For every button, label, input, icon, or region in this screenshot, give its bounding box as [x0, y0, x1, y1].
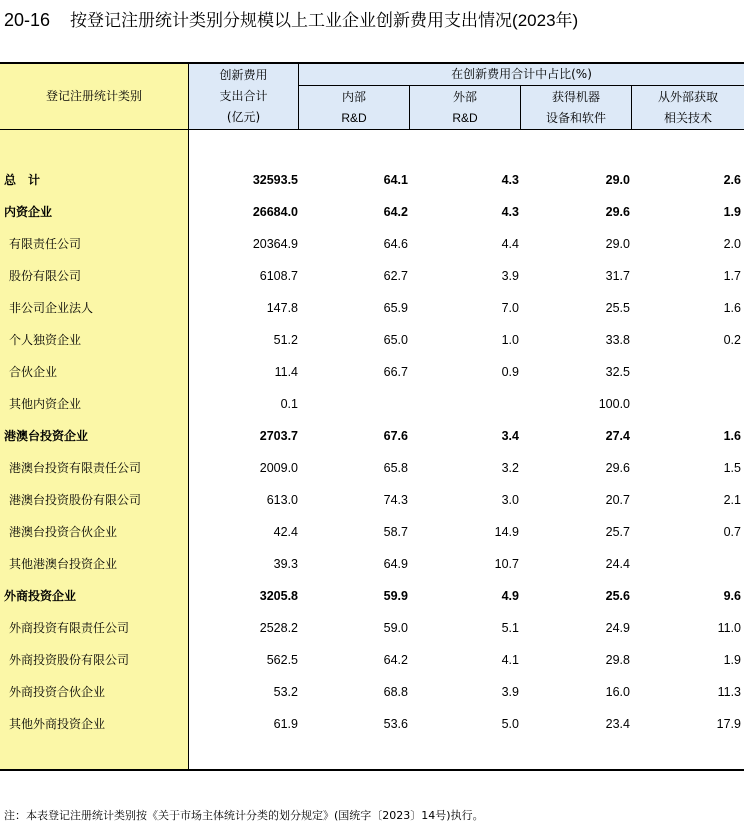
header-category — [0, 86, 188, 107]
header-tech-line1: 从外部获取 — [657, 90, 718, 104]
header-total-line1: 创新费用 — [219, 68, 268, 82]
cell-external-tech: 2.6 — [723, 173, 741, 187]
row-label: 外商投资有限责任公司 — [9, 621, 130, 635]
cell-external-rd: 3.9 — [501, 269, 519, 283]
cell-machinery: 33.8 — [605, 333, 630, 347]
cell-total: 2009.0 — [259, 461, 298, 475]
cell-total: 32593.5 — [252, 173, 298, 187]
table-row — [0, 162, 744, 194]
cell-external-rd: 3.2 — [501, 461, 519, 475]
cell-external-rd: 10.7 — [494, 557, 519, 571]
cell-external-tech: 1.7 — [723, 269, 741, 283]
cell-internal-rd: 65.8 — [383, 461, 408, 475]
cell-machinery: 100.0 — [598, 397, 630, 411]
header-share-group — [299, 64, 744, 85]
cell-external-tech: 1.9 — [723, 205, 741, 219]
row-label: 合伙企业 — [9, 365, 58, 379]
cell-external-tech: 2.1 — [723, 493, 741, 507]
row-label: 港澳台投资股份有限公司 — [9, 493, 142, 507]
cell-external-tech: 11.0 — [717, 621, 741, 635]
header-external-line2: R&D — [452, 111, 478, 125]
cell-total: 613.0 — [266, 493, 298, 507]
cell-machinery: 25.5 — [605, 301, 630, 315]
cell-external-rd: 4.3 — [501, 173, 519, 187]
cell-total: 20364.9 — [252, 237, 298, 251]
cell-machinery: 25.6 — [605, 589, 630, 603]
header-total-line2: 支出合计 — [219, 89, 268, 103]
row-label: 总 计 — [4, 173, 41, 187]
cell-external-rd: 5.1 — [501, 621, 519, 635]
cell-external-tech: 0.7 — [723, 525, 741, 539]
table-row — [0, 642, 744, 674]
cell-total: 42.4 — [273, 525, 298, 539]
cell-external-rd: 1.0 — [501, 333, 519, 347]
table-row — [0, 482, 744, 514]
cell-total: 51.2 — [273, 333, 298, 347]
cell-external-rd: 0.9 — [501, 365, 519, 379]
row-label: 其他内资企业 — [9, 397, 82, 411]
table-number: 20-16 — [4, 10, 51, 30]
cell-machinery: 32.5 — [605, 365, 630, 379]
row-label: 有限责任公司 — [9, 237, 82, 251]
cell-total: 6108.7 — [259, 269, 298, 283]
cell-external-rd: 4.9 — [501, 589, 519, 603]
row-label: 外商投资合伙企业 — [9, 685, 106, 699]
cell-machinery: 29.8 — [605, 653, 630, 667]
cell-machinery: 20.7 — [605, 493, 630, 507]
cell-total: 0.1 — [280, 397, 298, 411]
table-title-year: (2023年) — [512, 11, 579, 30]
table-row — [0, 386, 744, 418]
header-internal-rd — [299, 87, 409, 129]
table-row — [0, 322, 744, 354]
cell-machinery: 29.0 — [605, 237, 630, 251]
subheader-rule — [298, 85, 744, 86]
row-label: 港澳台投资企业 — [4, 429, 89, 443]
header-total — [189, 65, 298, 128]
cell-internal-rd: 64.6 — [383, 237, 408, 251]
cell-machinery: 23.4 — [605, 717, 630, 731]
cell-external-rd: 4.3 — [501, 205, 519, 219]
cell-internal-rd: 59.9 — [383, 589, 408, 603]
cell-internal-rd: 64.2 — [383, 205, 408, 219]
cell-total: 11.4 — [274, 365, 298, 379]
header-machinery-line1: 获得机器 — [551, 90, 600, 104]
table-row — [0, 194, 744, 226]
cell-internal-rd: 65.0 — [383, 333, 408, 347]
cell-internal-rd: 64.2 — [383, 653, 408, 667]
table-row — [0, 450, 744, 482]
row-label: 外商投资企业 — [4, 589, 77, 603]
cell-internal-rd: 74.3 — [383, 493, 408, 507]
cell-external-tech: 11.3 — [717, 685, 741, 699]
cell-total: 3205.8 — [259, 589, 298, 603]
row-label: 其他外商投资企业 — [9, 717, 106, 731]
header-external-tech — [632, 87, 744, 129]
cell-external-rd: 3.9 — [501, 685, 519, 699]
table-footnote: 注：本表登记注册统计类别按《关于市场主体统计分类的划分规定》(国统字〔2023〕14号)执行。 — [4, 809, 484, 822]
cell-external-rd: 4.4 — [501, 237, 519, 251]
header-external-line1: 外部 — [452, 90, 477, 104]
table-row — [0, 514, 744, 546]
cell-external-tech: 17.9 — [716, 717, 741, 731]
table-title-text: 按登记注册统计类别分规模以上工业企业创新费用支出情况 — [70, 11, 513, 31]
header-internal-line1: 内部 — [341, 90, 366, 104]
header-bottom-rule — [0, 129, 744, 130]
cell-external-tech: 9.6 — [723, 589, 741, 603]
header-tech-line2: 相关技术 — [663, 111, 712, 125]
row-label: 港澳台投资有限责任公司 — [9, 461, 142, 475]
cell-total: 2703.7 — [259, 429, 298, 443]
cell-total: 26684.0 — [252, 205, 298, 219]
cell-internal-rd: 68.8 — [383, 685, 408, 699]
cell-external-rd: 7.0 — [501, 301, 519, 315]
cell-machinery: 25.7 — [605, 525, 630, 539]
cell-machinery: 16.0 — [605, 685, 630, 699]
cell-machinery: 31.7 — [605, 269, 630, 283]
cell-total: 562.5 — [266, 653, 298, 667]
row-label: 股份有限公司 — [9, 269, 82, 283]
cell-machinery: 27.4 — [605, 429, 630, 443]
cell-internal-rd: 67.6 — [383, 429, 408, 443]
cell-internal-rd: 58.7 — [383, 525, 408, 539]
table-row — [0, 546, 744, 578]
table-row — [0, 610, 744, 642]
cell-total: 61.9 — [273, 717, 298, 731]
table-row — [0, 706, 744, 738]
cell-total: 2528.2 — [259, 621, 298, 635]
table-row — [0, 674, 744, 706]
cell-external-tech: 1.5 — [723, 461, 741, 475]
row-label: 港澳台投资合伙企业 — [9, 525, 118, 539]
header-machinery — [521, 87, 631, 129]
cell-external-tech: 1.6 — [723, 301, 741, 315]
cell-external-rd: 3.0 — [501, 493, 519, 507]
bottom-rule — [0, 769, 744, 771]
cell-internal-rd: 64.9 — [383, 557, 408, 571]
table-row — [0, 578, 744, 610]
cell-machinery: 29.6 — [605, 205, 630, 219]
cell-machinery: 29.6 — [605, 461, 630, 475]
table-row — [0, 258, 744, 290]
row-label: 外商投资股份有限公司 — [9, 653, 130, 667]
row-label: 内资企业 — [4, 205, 53, 219]
cell-internal-rd: 59.0 — [383, 621, 408, 635]
cell-external-rd: 4.1 — [501, 653, 519, 667]
cell-external-tech: 1.6 — [723, 429, 741, 443]
cell-external-tech: 1.9 — [723, 653, 741, 667]
cell-machinery: 24.4 — [605, 557, 630, 571]
table-row — [0, 418, 744, 450]
header-category-text: 登记注册统计类别 — [45, 89, 142, 103]
cell-internal-rd: 53.6 — [383, 717, 408, 731]
table-row — [0, 290, 744, 322]
cell-total: 53.2 — [273, 685, 298, 699]
table-row — [0, 226, 744, 258]
cell-external-rd: 5.0 — [501, 717, 519, 731]
header-share-group-text: 在创新费用合计中占比(%) — [451, 67, 592, 81]
row-label: 其他港澳台投资企业 — [9, 557, 118, 571]
cell-machinery: 24.9 — [605, 621, 630, 635]
cell-internal-rd: 65.9 — [383, 301, 408, 315]
cell-internal-rd: 62.7 — [383, 269, 408, 283]
cell-external-tech: 0.2 — [723, 333, 741, 347]
cell-machinery: 29.0 — [605, 173, 630, 187]
cell-external-tech: 2.0 — [723, 237, 741, 251]
row-label: 非公司企业法人 — [9, 301, 94, 315]
cell-total: 39.3 — [273, 557, 298, 571]
header-internal-line2: R&D — [341, 111, 367, 125]
table-row — [0, 354, 744, 386]
cell-external-rd: 3.4 — [501, 429, 519, 443]
cell-external-rd: 14.9 — [494, 525, 519, 539]
header-machinery-line2: 设备和软件 — [545, 111, 606, 125]
header-total-line3: (亿元) — [226, 110, 261, 124]
cell-internal-rd: 64.1 — [383, 173, 408, 187]
row-label: 个人独资企业 — [9, 333, 82, 347]
table-title — [4, 8, 578, 32]
header-external-rd — [410, 87, 520, 129]
cell-internal-rd: 66.7 — [383, 365, 408, 379]
cell-total: 147.8 — [266, 301, 298, 315]
